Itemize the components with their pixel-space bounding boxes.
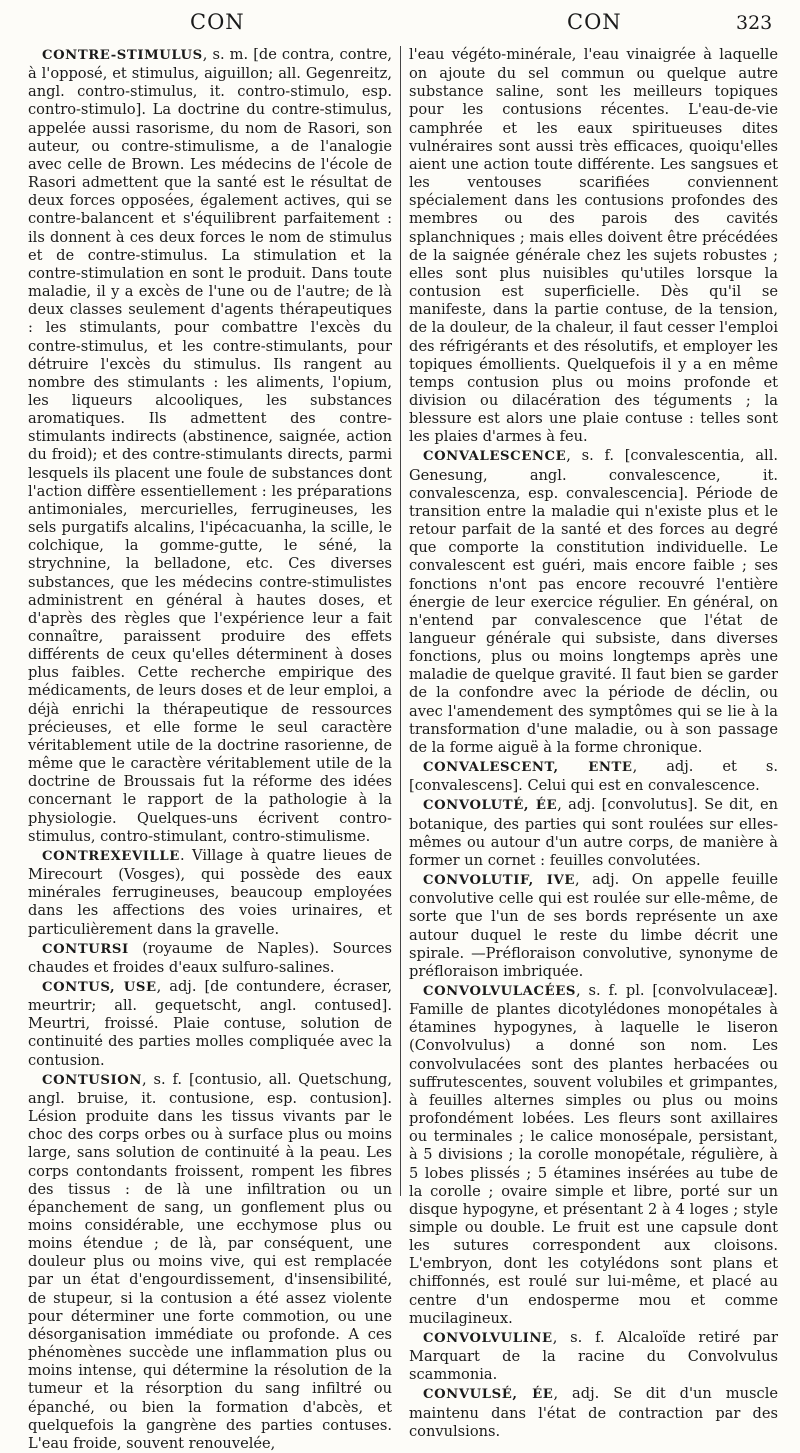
entry-text: , adj. et s. [convalescens]. Celui qui est en convalescence. (409, 758, 778, 795)
entry-headword: CONTUS, USE (42, 979, 157, 995)
entry-text: , s. f. [contusio, all. Quetschung, angl. bruise, it. contusione, esp. contusion]. Lésion produite dans les tissus vivants par le choc des corps orbes ou à surface plus ou moins large, sans solution de continuité à la peau. Les corps contondants froissent, rompent les fibres des tissus : de là une infiltration ou un épanchement de sang, un gonflement plus ou moins considérable, une ecchymose plus ou moins étendue ; de là, par conséquent, une douleur plus ou moins vive, qui est remplacée par un état d'engourdissement, d'insensibilité, de stupeur, si la contusion a été assez violente pour déterminer une forte commotion, ou une désorganisation immédiate ou profonde. A ces phénomènes succède une inflammation plus ou moins intense, qui détermine la résolution de la tumeur et la résorption du sang infiltré ou épanché, ou bien la formation d'abcès, et quelquefois la gangrène des parties contuses. L'eau froide, souvent renouvelée, (28, 1070, 392, 1452)
dictionary-entry (409, 796, 778, 870)
dictionary-entry (409, 758, 778, 795)
dictionary-entry (409, 982, 778, 1328)
entry-text: , s. f. pl. [convolvulaceæ]. Famille de plantes dicotylédones monopétales à étamines hypogynes, à laquelle le liseron (Convolvulus) a donné son nom. Les convolvulacées sont des plantes herbacées ou suffrutescentes, souvent volubiles et grimpantes, à feuilles alternes simples ou plus ou moins profondément lobées. Les fleurs sont axillaires ou terminales ; le calice monosépale, persistant, à 5 divisions ; la corolle monopétale, régulière, à 5 lobes plissés ; 5 étamines insérées au tube de la corolle ; ovaire simple et libre, porté sur un disque hypogyne, et présentant 2 à 4 loges ; style simple ou double. Le fruit est une capsule dont les sutures correspondent aux cloisons. L'embryon, dont les cotylédons sont plans et chiffonnés, est roulé sur lui-même, et placé au centre d'un endosperme mou et comme mucilagineux. (409, 981, 778, 1327)
entry-headword: CONVOLVULINE (423, 1330, 553, 1346)
dictionary-entry (28, 940, 392, 977)
entry-headword: CONVULSÉ, ÉE (423, 1387, 554, 1403)
dictionary-entry (28, 1071, 392, 1453)
entry-text: , adj. [de contundere, écraser, meurtrir; all. gequetscht, angl. contused]. Meurtri, froissé. Plaie contuse, solution de continuité des parties molles compliquée avec la contusion. (28, 977, 392, 1069)
entry-text: , s. f. Alcaloïde retiré par Marquart de la racine du Convolvulus scammonia. (409, 1328, 778, 1384)
entry-text: , s. m. [de contra, contre, à l'opposé, et stimulus, aiguillon; all. Gegenreitz, angl. contro-stimulus, it. contro-stimulo, esp. contro-stimulo]. La doctrine du contre-stimulus, appelée aussi rasorisme, du nom de Rasori, son auteur, ou contre-stimulisme, a de l'analogie avec celle de Brown. Les médecins de l'école de Rasori admettent que la santé est le résultat de deux forces opposées, également actives, qui se contre-balancent et s'équilibrent parfaitement : ils donnent à ces deux forces le nom de stimulus et de contre-stimulus. La stimulation et la contre-stimulation en sont le produit. Dans toute maladie, il y a excès de l'une ou de l'autre; de là deux classes seulement d'agents thérapeutiques : les stimulants, pour combattre l'excès du contre-stimulus, et les contre-stimulants, pour détruire l'excès du stimulus. Ils rangent au nombre des stimulants : les aliments, l'opium, les liqueurs alcooliques, les substances aromatiques. Ils admettent des contre-stimulants indirects (abstinence, saignée, action du froid); et des contre-stimulants directs, parmi lesquels ils placent une foule de substances dont l'action diffère essentiellement : les préparations antimoniales, mercurielles, ferrugineuses, les sels purgatifs alcalins, l'ipécacuanha, la scille, le colchique, la gomme-gutte, le séné, la strychnine, la belladone, etc. Ces diverses substances, que les médecins contre-stimulistes administrent en général à hautes doses, et d'après des règles que l'expérience leur a fait connaître, paraissent produire des effets différents de ceux qu'elles déterminent à doses plus faibles. Cette recherche empirique des médicaments, de leurs doses et de leur emploi, a déjà enrichi la thérapeutique de ressources précieuses, et elle forme le seul caractère véritablement utile de la doctrine rasorienne, de même que le caractère véritablement utile de la doctrine de Broussais fut la réforme des idées concernant le rapport de la pathologie à la physiologie. Quelques-uns écrivent contro-stimulus, contro-stimulant, contro-stimulisme. (28, 46, 392, 845)
running-head-right: CON (567, 10, 622, 34)
left-column (28, 46, 392, 1452)
entry-text: , adj. On appelle feuille convolutive celle qui est roulée sur elle-même, de sorte que l'un de ses bords représente un axe autour duquel le reste du limbe décrit une spirale. —Préfloraison convolutive, synonyme de préfloraison imbriquée. (409, 871, 778, 980)
dictionary-entry (409, 1385, 778, 1440)
entry-headword: CONTRE-STIMULUS (42, 48, 203, 63)
entry-headword: CONVALESCENT, ENTE (423, 760, 633, 776)
entry-text: , s. f. [convalescentia, all. Genesung, angl. convalescence, it. convalescenza, esp. convalescencia]. Période de transition entre la maladie qui n'existe plus et le retour parfait de la santé et des forces au degré que comporte la constitution individuelle. Le convalescent est guéri, mais encore faible ; ses fonctions n'ont pas encore recouvré l'entière énergie de leur exercice régulier. En général, on n'entend par convalescence que l'état de langueur générale qui subsiste, dans diverses fonctions, plus ou moins longtemps après une maladie de quelque gravité. Il faut bien se garder de la confondre avec la période de déclin, ou avec l'amendement des symptômes qui se lie à la transformation d'une maladie, ou à son passage de la forme aiguë à la forme chronique. (409, 447, 778, 756)
dictionary-entry (28, 847, 392, 939)
column-divider (400, 46, 401, 1196)
entry-text: , adj. [convolutus]. Se dit, en botanique, des parties qui sont roulées sur elles-mêmes ou autour d'un autre corps, de manière à former un cornet : feuilles convolutées. (409, 796, 778, 869)
entry-headword: CONTUSION (42, 1072, 142, 1088)
entry-headword: CONTREXEVILLE (42, 848, 180, 864)
dictionary-entry (409, 871, 778, 981)
entry-continuation (409, 46, 778, 446)
dictionary-entry (409, 1329, 778, 1384)
dictionary-entry (28, 46, 392, 846)
entry-headword: CONVOLUTIF, IVE (423, 873, 576, 889)
entry-headword: CONVALESCENCE (423, 449, 567, 465)
page-number: 323 (736, 12, 773, 34)
running-head-left: CON (190, 10, 245, 34)
entry-headword: CONTURSI (42, 941, 129, 957)
right-column (409, 46, 778, 1440)
dictionary-entry (409, 447, 778, 757)
entry-text: . Village à quatre lieues de Mirecourt (Vosges), qui possède des eaux minérales ferrugineuses, beaucoup employées dans les affections des voies urinaires, et particulièrement dans la gravelle. (28, 846, 392, 938)
entry-headword: CONVOLUTÉ, ÉE (423, 798, 558, 814)
entry-text: (royaume de Naples). Sources chaudes et froides d'eaux sulfuro-salines. (28, 939, 392, 976)
page-header (0, 8, 800, 38)
dictionary-entry (28, 978, 392, 1070)
entry-text: l'eau végéto-minérale, l'eau vinaigrée à laquelle on ajoute du sel commun ou quelque autre substance saline, sont les meilleurs topiques pour les contusions récentes. L'eau-de-vie camphrée et les eaux spiritueuses dites vulnéraires sont aussi très efficaces, quoiqu'elles aient une action toute différente. Les sangsues et les ventouses scarifiées conviennent spécialement dans les contusions profondes des membres ou des parois des cavités splanchniques ; mais elles doivent être précédées de la saignée générale chez les sujets robustes ; elles sont plus nuisibles qu'utiles lorsque la contusion est superficielle. Dès qu'il se manifeste, dans la partie contuse, de la tension, de la douleur, de la chaleur, il faut cesser l'emploi des réfrigérants et des résolutifs, et employer les topiques émollients. Quelquefois il y a en même temps contusion plus ou moins profonde et division ou dilacération des téguments ; la blessure est alors une plaie contuse : telles sont les plaies d'armes à feu. (409, 46, 778, 446)
entry-headword: CONVOLVULACÉES (423, 983, 576, 999)
entry-text: , adj. Se dit d'un muscle maintenu dans l'état de contraction par des convulsions. (409, 1385, 778, 1440)
